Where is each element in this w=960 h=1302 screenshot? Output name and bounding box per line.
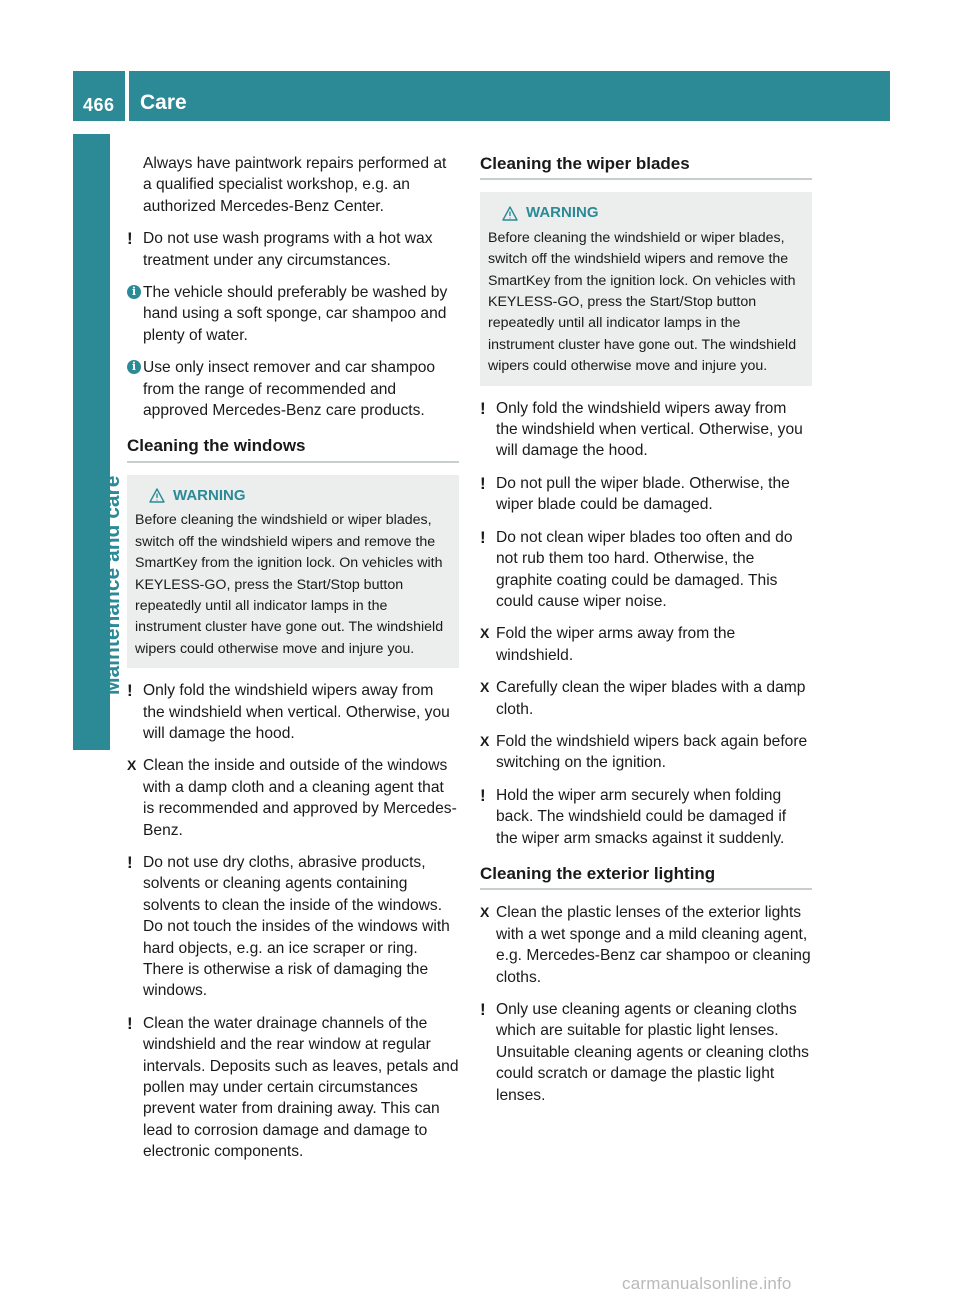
step-arrow-icon: X xyxy=(480,732,490,749)
exclamation-icon: ! xyxy=(127,852,133,872)
step-arrow-icon: X xyxy=(480,679,490,696)
info-icon: i xyxy=(127,285,141,299)
paragraph-text: Hold the wiper arm securely when folding back. The windshield could be damaged if the wiper arm smacks against it suddenly. xyxy=(496,786,787,847)
warning-box xyxy=(480,192,812,385)
exclamation-icon: ! xyxy=(480,473,486,493)
paragraph-text: Only fold the windshield wipers away from the windshield when vertical. Otherwise, you will damage the hood. xyxy=(496,399,803,460)
note-paragraph xyxy=(480,398,812,462)
paragraph-text: Only use cleaning agents or cleaning cloths which are suitable for plastic light lenses. Unsuitable cleaning agents or cleaning cloths could scratch or damage the plastic light lenses. xyxy=(496,1001,809,1104)
header-separator xyxy=(125,71,129,121)
paragraph-text: Clean the inside and outside of the windows with a damp cloth and a cleaning agent that is recommended and approved by Mercedes-Benz. xyxy=(143,757,457,839)
paragraph-text: Fold the wiper arms away from the windshield. xyxy=(496,625,736,664)
right-column xyxy=(480,153,812,1117)
instruction-step xyxy=(480,677,812,720)
instruction-step xyxy=(480,902,812,988)
info-paragraph xyxy=(127,282,459,346)
instruction-step xyxy=(480,623,812,666)
note-paragraph xyxy=(480,999,812,1106)
watermark: carmanualsonline.info xyxy=(622,1274,792,1293)
note-paragraph xyxy=(127,680,459,744)
note-paragraph xyxy=(480,473,812,516)
paragraph-text: Use only insect remover and car shampoo from the range of recommended and approved Mercedes-Benz care products. xyxy=(143,359,436,420)
left-column xyxy=(127,153,459,1174)
note-paragraph xyxy=(127,228,459,271)
paragraph-text: Carefully clean the wiper blades with a damp cloth. xyxy=(496,679,806,718)
paragraph-text: Clean the water drainage channels of the windshield and the rear window at regular intervals. Deposits such as leaves, petals and pollen may under certain circumstances prevent water from draining away. This can lead to corrosion damage and damage to electronic components. xyxy=(143,1014,459,1161)
instruction-step xyxy=(127,755,459,841)
section-heading: Cleaning the exterior lighting xyxy=(480,863,812,890)
warning-label: WARNING xyxy=(526,204,599,222)
paragraph-text: Do not use wash programs with a hot wax treatment under any circumstances. xyxy=(143,230,433,269)
instruction-step xyxy=(480,731,812,774)
step-arrow-icon: X xyxy=(127,757,137,774)
paragraph-text: Do not use dry cloths, abrasive products, solvents or cleaning agents containing solvents to clean the inside of the windows. Do not touch the insides of the windows with hard objects, e.g. an ice scraper or ring. There is otherwise a risk of damaging the windows. xyxy=(143,853,450,1000)
warning-text: Before cleaning the windshield or wiper blades, switch off the windshield wipers and remove the SmartKey from the ignition lock. On vehicles with KEYLESS-GO, press the Start/Stop button repeatedly until all indicator lamps in the instrument cluster have gone out. The windshield wipers could otherwise move and injure you. xyxy=(135,512,444,657)
paragraph-text: Clean the plastic lenses of the exterior lights with a wet sponge and a mild cleaning agent, e.g. Mercedes-Benz car shampoo or cleaning cloths. xyxy=(496,904,811,986)
exclamation-icon: ! xyxy=(127,1013,133,1033)
paragraph-text: Only fold the windshield wipers away from the windshield when vertical. Otherwise, you will damage the hood. xyxy=(143,682,450,742)
step-arrow-icon: X xyxy=(480,904,490,921)
warning-title xyxy=(488,202,804,223)
warning-box xyxy=(127,475,459,668)
note-paragraph xyxy=(480,527,812,613)
warning-label: WARNING xyxy=(173,486,246,504)
page-number: 466 xyxy=(83,95,115,115)
exclamation-icon: ! xyxy=(480,785,486,805)
section-title: Care xyxy=(140,91,187,114)
side-tab-label: Maintenance and care xyxy=(101,475,124,695)
warning-triangle-icon xyxy=(149,488,165,503)
warning-text: Before cleaning the windshield or wiper blades, switch off the windshield wipers and remove the SmartKey from the ignition lock. On vehicles with KEYLESS-GO, press the Start/Stop button repeatedly until all indicator lamps in the instrument cluster have gone out. The windshield wipers could otherwise move and injure you. xyxy=(488,229,797,375)
body-paragraph xyxy=(127,153,459,217)
exclamation-icon: ! xyxy=(127,229,133,249)
exclamation-icon: ! xyxy=(480,398,486,418)
exclamation-icon: ! xyxy=(480,527,486,547)
section-heading: Cleaning the wiper blades xyxy=(480,153,812,180)
step-arrow-icon: X xyxy=(480,625,490,642)
warning-triangle-icon xyxy=(502,206,518,221)
paragraph-text: The vehicle should preferably be washed by hand using a soft sponge, car shampoo and plenty of water. xyxy=(143,284,448,344)
section-heading: Cleaning the windows xyxy=(127,435,459,462)
paragraph-text: Do not pull the wiper blade. Otherwise, the wiper blade could be damaged. xyxy=(496,474,790,514)
note-paragraph xyxy=(127,852,459,1002)
note-paragraph xyxy=(127,1013,459,1163)
note-paragraph xyxy=(480,785,812,849)
paragraph-text: Fold the windshield wipers back again before switching on the ignition. xyxy=(496,732,808,772)
exclamation-icon: ! xyxy=(127,681,133,701)
warning-title xyxy=(135,485,451,506)
page-header xyxy=(73,71,890,121)
exclamation-icon: ! xyxy=(480,1000,486,1019)
info-icon: i xyxy=(127,360,141,374)
paragraph-text: Do not clean wiper blades too often and do not rub them too hard. Otherwise, the graphite coating could be damaged. This could cause wiper noise. xyxy=(496,528,793,610)
paragraph-text: Always have paintwork repairs performed at a qualified specialist workshop, e.g. an authorized Mercedes-Benz Center. xyxy=(143,155,447,215)
info-paragraph xyxy=(127,357,459,421)
